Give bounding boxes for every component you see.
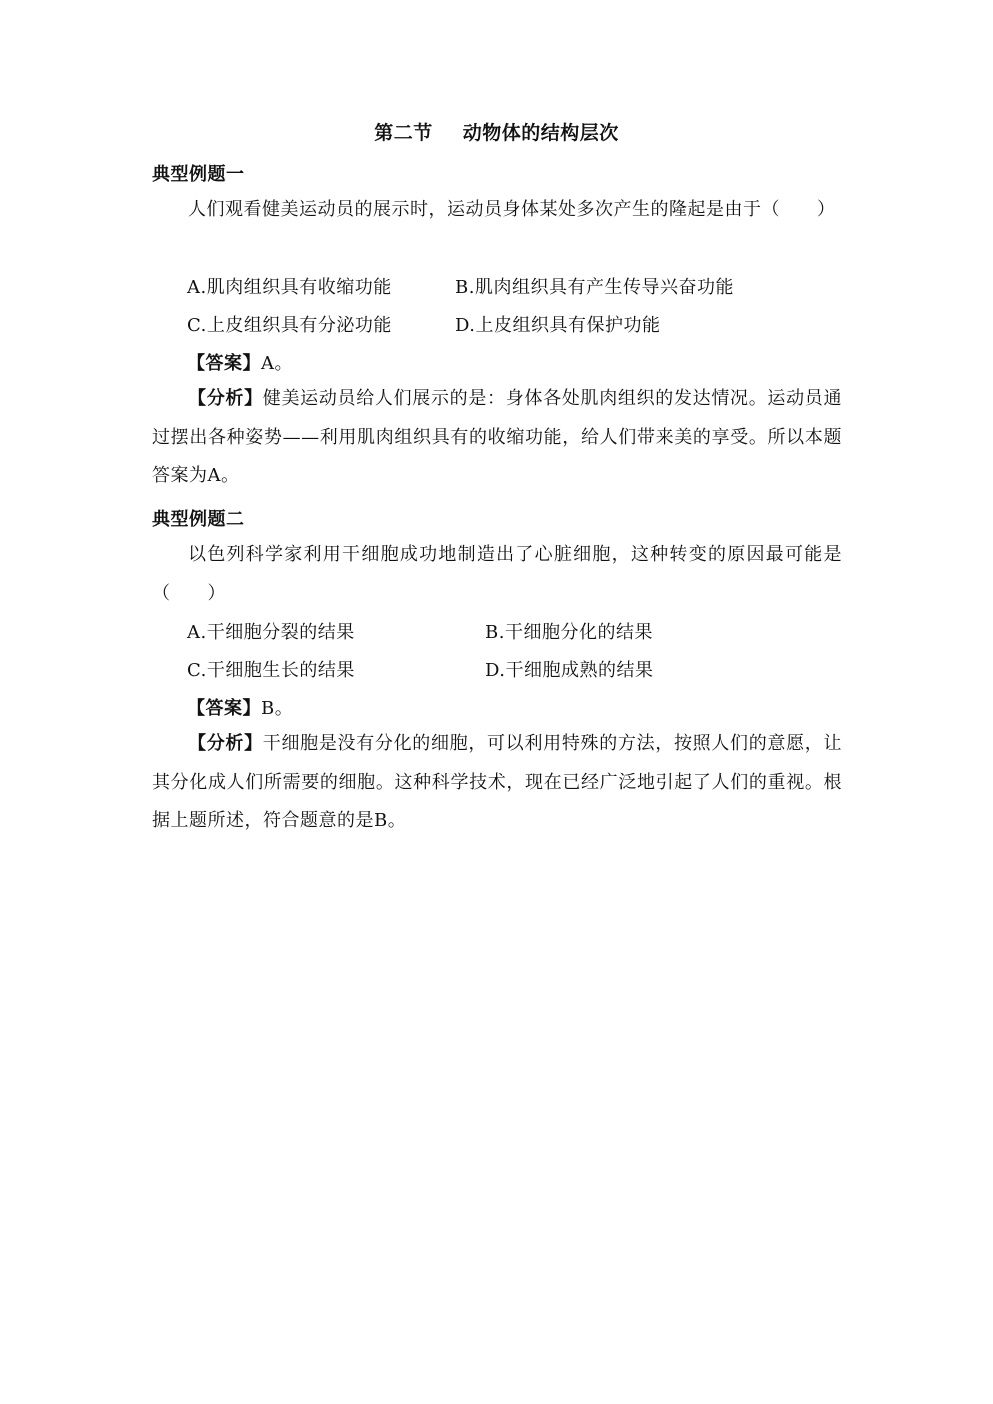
example1-answer <box>187 349 293 375</box>
page-title <box>0 118 993 145</box>
example1-question: 人们观看健美运动员的展示时，运动员身体某处多次产生的隆起是由于（ ） <box>188 199 836 220</box>
example1-option-c: C.上皮组织具有分泌功能 <box>187 315 392 336</box>
example1-analysis <box>152 380 842 496</box>
section-number: 第二节 <box>374 122 433 144</box>
example1-option-d: D.上皮组织具有保护功能 <box>455 315 661 336</box>
example2-option-b: B.干细胞分化的结果 <box>485 622 653 643</box>
example1-option-b: B.肌肉组织具有产生传导兴奋功能 <box>455 277 734 298</box>
example1-option-a: A.肌肉组织具有收缩功能 <box>187 277 392 298</box>
section-topic: 动物体的结构层次 <box>462 122 619 144</box>
example2-answer <box>187 694 293 720</box>
analysis-label: 【分析】 <box>188 388 263 409</box>
answer-label: 【答案】 <box>187 353 261 374</box>
example1-heading: 典型例题一 <box>152 164 245 185</box>
analysis-label: 【分析】 <box>188 733 263 754</box>
answer-value: B。 <box>261 698 294 719</box>
example2-option-d: D.干细胞成熟的结果 <box>485 660 654 681</box>
answer-value: A。 <box>261 353 293 374</box>
example2-question: 以色列科学家利用干细胞成功地制造出了心脏细胞，这种转变的原因最可能是（ ） <box>152 544 842 604</box>
answer-label: 【答案】 <box>187 698 261 719</box>
example2-analysis <box>152 725 842 841</box>
analysis-text: 干细胞是没有分化的细胞，可以利用特殊的方法，按照人们的意愿，让其分化成人们所需要的细胞。这种科学技术，现在已经广泛地引起了人们的重视。根据上题所述，符合题意的是B。 <box>152 733 842 831</box>
example2-heading: 典型例题二 <box>152 509 245 530</box>
example2-option-c: C.干细胞生长的结果 <box>187 660 355 681</box>
analysis-text: 健美运动员给人们展示的是：身体各处肌肉组织的发达情况。运动员通过摆出各种姿势——利用肌肉组织具有的收缩功能，给人们带来美的享受。所以本题答案为A。 <box>152 388 842 486</box>
example2-option-a: A.干细胞分裂的结果 <box>187 622 355 643</box>
